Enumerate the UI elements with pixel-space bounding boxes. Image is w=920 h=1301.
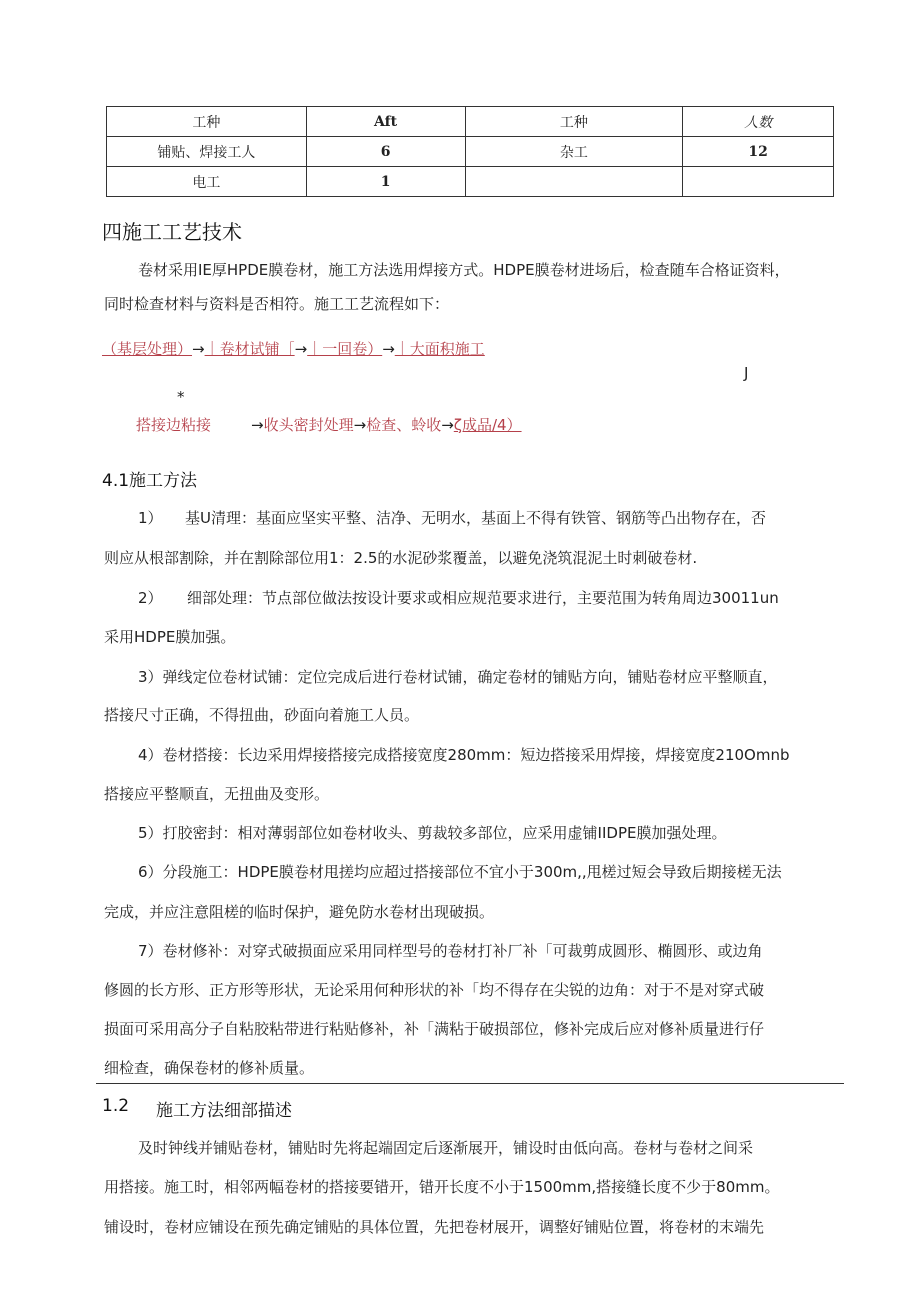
paragraph-line: 基U清理：基面应坚实平整、洁净、无明水，基面上不得有铁管、钢筋等凸出物存在，否 xyxy=(185,509,766,527)
divider xyxy=(96,1083,844,1084)
flow-connector-mark: J xyxy=(744,364,749,382)
paragraph-line: 同时检查材料与资料是否相符。施工工艺流程如下： xyxy=(104,295,450,313)
paragraph-line: 采用HDPE膜加强。 xyxy=(104,628,236,646)
arrow-icon: → xyxy=(192,340,205,358)
arrow-icon: → xyxy=(294,340,308,358)
paragraph-line: 5）打胶密封：相对薄弱部位如卷材收头、剪裁较多部位，应采用虚铺IIDPE膜加强处理。 xyxy=(138,824,727,842)
crew-table xyxy=(106,106,834,197)
paragraph-line: 搭接应平整顺直，无扭曲及变形。 xyxy=(104,785,330,803)
paragraph-line: 6）分段施工：HDPE膜卷材甩搓均应超过搭接部位不宜小于300m,,甩槎过短会导致后期接槎无法 xyxy=(138,863,782,881)
table-row xyxy=(107,107,834,137)
paragraph-line: 细部处理：节点部位做法按设计要求或相应规范要求进行，主要范围为转角周边30011un xyxy=(187,589,779,607)
paragraph-line: 7）卷材修补：对穿式破损面应采用同样型号的卷材打补厂补「可裁剪成圆形、椭圆形、或边角 xyxy=(138,942,763,960)
table-cell: 工种 xyxy=(107,107,307,137)
paragraph-line: 3）弹线定位卷材试铺：定位完成后进行卷材试铺，确定卷材的铺贴方向，铺贴卷材应平整顺直， xyxy=(138,668,778,686)
flow-step: 搭接边粘接 xyxy=(136,416,212,434)
flow-step: ｜大面积施工 xyxy=(394,340,485,358)
table-cell xyxy=(465,167,683,197)
list-item-number: 1） xyxy=(138,509,163,527)
flow-step: ｜卷材试铺［ xyxy=(204,340,295,358)
flow-step: ｜一回卷） xyxy=(307,340,383,358)
table-cell: 工种 xyxy=(465,107,683,137)
paragraph-line: 细检查，确保卷材的修补质量。 xyxy=(104,1059,315,1077)
table-row xyxy=(107,167,834,197)
paragraph-line: 搭接尺寸正确，不得扭曲，砂面向着施工人员。 xyxy=(104,706,420,724)
table-cell: 人数 xyxy=(683,107,834,137)
paragraph-line: 损面可采用高分子自粘胶粘带进行粘贴修补，补「满粘于破损部位，修补完成后应对修补质量进行仔 xyxy=(104,1020,765,1038)
table-cell: 6 xyxy=(306,137,465,167)
arrow-icon: → xyxy=(251,416,264,434)
paragraph-line: 完成，并应注意阻槎的临时保护，避免防水卷材出现破损。 xyxy=(104,903,495,921)
section-title: 4.1施工方法 xyxy=(102,471,198,491)
table-cell: 12 xyxy=(683,137,834,167)
table-cell: 电工 xyxy=(107,167,307,197)
flow-connector-mark: * xyxy=(177,388,185,406)
table-cell xyxy=(683,167,834,197)
paragraph-line: 铺设时，卷材应铺设在预先确定铺贴的具体位置，先把卷材展开，调整好铺贴位置，将卷材的末端先 xyxy=(104,1218,765,1236)
paragraph-line: 用搭接。施工时，相邻两幅卷材的搭接要错开，错开长度不小于1500mm,搭接缝长度不少于80mm。 xyxy=(104,1178,780,1196)
paragraph-line: 4）卷材搭接：长边采用焊接搭接完成搭接宽度280mm：短边搭接采用焊接，焊接宽度210Omnb xyxy=(138,746,790,764)
process-flow-row-1 xyxy=(102,338,485,359)
table-cell: Aft xyxy=(306,107,465,137)
paragraph-line: 卷材采用IE厚HPDE膜卷材，施工方法选用焊接方式。HDPE膜卷材进场后，检查随车合格证资料， xyxy=(138,261,790,279)
flow-step: 收头密封处理 xyxy=(263,416,354,434)
paragraph-line: 则应从根部割除，并在割除部位用1：2.5的水泥砂浆覆盖，以避免浇筑混泥土时刺破卷材. xyxy=(104,549,698,567)
section-title: 四施工工艺技术 xyxy=(102,220,242,244)
flow-step: 检查、蛉收 xyxy=(366,416,442,434)
flow-step: （基层处理） xyxy=(102,340,193,358)
arrow-icon: → xyxy=(382,340,395,358)
section-number: 1.2 xyxy=(102,1096,130,1116)
section-title: 施工方法细部描述 xyxy=(156,1101,292,1121)
arrow-icon: → xyxy=(441,416,454,434)
table-cell: 铺贴、焊接工人 xyxy=(107,137,307,167)
paragraph-line: 及时钟线并铺贴卷材，铺贴时先将起端固定后逐渐展开，铺设时由低向高。卷材与卷材之间采 xyxy=(138,1139,754,1157)
paragraph-line: 修圆的长方形、正方形等形状，无论采用何种形状的补「均不得存在尖锐的边角：对于不是对穿式破 xyxy=(104,981,765,999)
list-item-number: 2） xyxy=(138,589,163,607)
process-flow-row-2 xyxy=(136,414,522,435)
flow-step: ζ成品/4） xyxy=(453,416,522,434)
table-cell: 1 xyxy=(306,167,465,197)
table-cell: 杂工 xyxy=(465,137,683,167)
table-row xyxy=(107,137,834,167)
arrow-icon: → xyxy=(353,416,367,434)
